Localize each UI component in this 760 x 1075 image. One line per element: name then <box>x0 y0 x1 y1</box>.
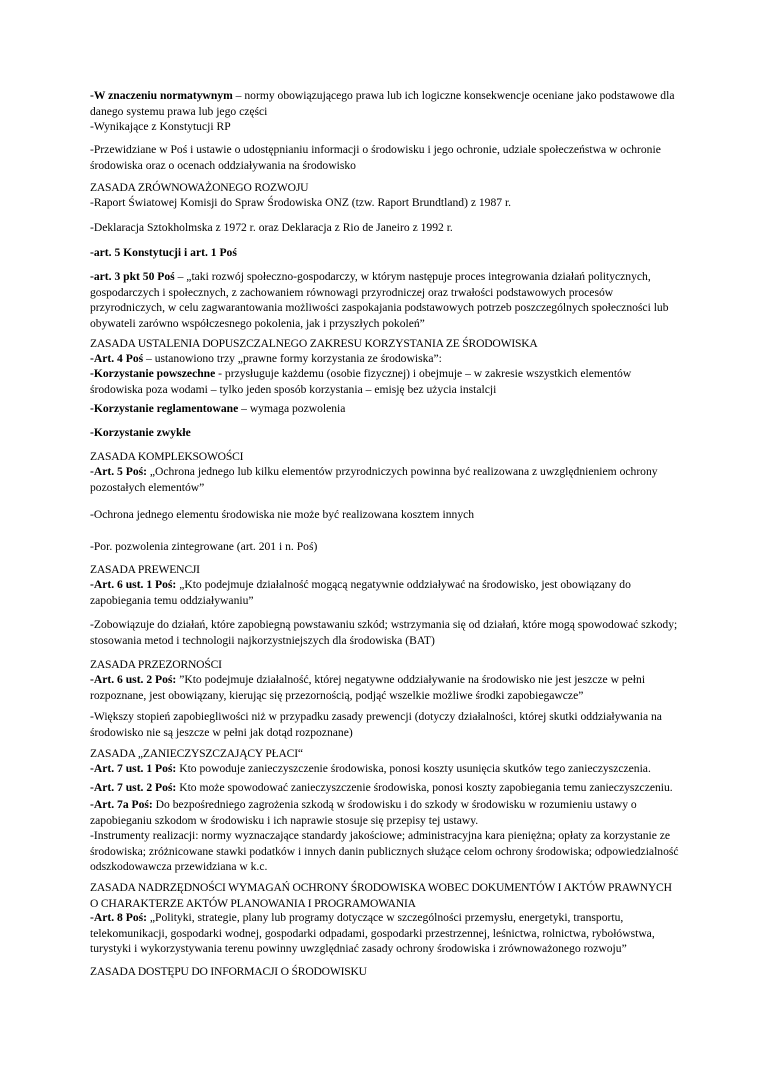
precaution-note: -Większy stopień zapobiegliwości niż w przypadku zasady prewencji (dotyczy działalności, której skutki oddziaływania na środowisko nie są jeszcze w pełni jak dotąd rozpoznane) <box>90 710 662 739</box>
complexity-heading: ZASADA KOMPLEKSOWOŚCI <box>90 450 244 463</box>
art5-pos-lead: -Art. 5 Poś: <box>90 465 147 478</box>
declaration-line: -Deklaracja Sztokholmska z 1972 r. oraz Deklaracja z Rio de Janeiro z 1992 r. <box>90 221 453 234</box>
art4-line <box>90 351 682 367</box>
polluter-pays-heading: ZASADA „ZANIECZYSZCZAJĄCY PŁACI“ <box>90 747 303 760</box>
art7-1-text: Kto powoduje zanieczyszczenie środowiska, ponosi koszty usunięcia skutków tego zanieczyszczenia. <box>176 762 651 775</box>
constitution-line: -Wynikające z Konstytucji RP <box>90 120 231 134</box>
prevention-obligations: -Zobowiązuje do działań, które zapobiegną powstawaniu szkód; wstrzymania się od działań, które mogą spowodować szkody; stosowania metod i technologii najkorzystniejszych dla środowiska (BAT) <box>90 618 678 647</box>
brundtland-line: -Raport Światowej Komisji do Spraw Środowiska ONZ (tzw. Raport Brundtland) z 1987 r. <box>90 196 512 209</box>
art6-2-text: ”Kto podejmuje działalność, której negatywne oddziaływanie na środowisko nie jest jeszcze w pełni rozpoznane, jest obowiązany, kierując się przezornością, podjąć wszelkie możliwe środki zapobiegawcze” <box>90 673 646 702</box>
art7a-paragraph <box>90 797 682 828</box>
sustainable-development-heading: ZASADA ZRÓWNOWAŻONEGO ROZWOJU <box>90 181 309 194</box>
common-use-paragraph <box>90 366 682 397</box>
art6-1-paragraph <box>90 577 682 608</box>
art7a-lead: -Art. 7a Poś: <box>90 798 153 811</box>
art3-paragraph <box>90 269 682 331</box>
art7a-text: Do bezpośredniego zagrożenia szkodą w środowisku i do szkody w środowisku w rozumieniu ustawy o zapobieganiu szkodom w środowisku i ich naprawie stosuje się przepisy tej ustawy. <box>90 798 637 827</box>
art7-2-lead: -Art. 7 ust. 2 Poś: <box>90 781 177 794</box>
art4-text: – ustanowiono trzy „prawne formy korzystania ze środowiska”: <box>143 352 442 365</box>
art8-paragraph <box>90 910 682 957</box>
art3-text: – „taki rozwój społeczno-gospodarczy, w którym następuje proces integrowania działań politycznych, gospodarczych i społecznych, z zachowaniem równowagi przyrodniczej oraz trwałości podstawowych procesów przyrodniczych, w celu zagwarantowania możliwości zaspokajania podstawowych potrzeb poszczególnych społeczności lub obywateli zarówno współczesnego pokolenia, jak i przyszłych pokoleń” <box>90 270 669 330</box>
integrated-permits-line: -Por. pozwolenia zintegrowane (art. 201 i n. Poś) <box>90 540 318 553</box>
art6-1-text: „Kto podejmuje działalność mogącą negatywnie oddziaływać na środowisko, jest obowiązany do zapobiegania temu oddziaływaniu” <box>90 578 631 607</box>
regulated-use-line <box>90 401 682 417</box>
art5-pos-paragraph <box>90 464 682 495</box>
normative-lead: -W znaczeniu normatywnym <box>90 89 233 102</box>
regulated-use-text: – wymaga pozwolenia <box>238 402 346 415</box>
art7-1-line <box>90 761 682 777</box>
ordinary-use-lead: -Korzystanie zwykłe <box>90 426 191 439</box>
normative-text: – normy obowiązującego prawa lub ich logiczne konsekwencje oceniane jako podstawowe dla danego systemu prawa lub jego części <box>90 89 675 118</box>
art7-2-text: Kto może spowodować zanieczyszczenie środowiska, ponosi koszty zapobiegania temu zanieczyszczeniu. <box>176 781 673 794</box>
art8-lead: -Art. 8 Poś: <box>90 911 147 924</box>
art5-constitution-bold: -art. 5 Konstytucji i art. 1 Poś <box>90 246 237 259</box>
art5-constitution-line <box>90 245 682 261</box>
supremacy-heading: ZASADA NADRZĘDNOŚCI WYMAGAŃ OCHRONY ŚRODOWISKA WOBEC DOKUMENTÓW I AKTÓW PRAWNYCH O CHARAKTERZE AKTÓW PLANOWANIA I PROGRAMOWANIA <box>90 881 672 910</box>
art7-1-lead: -Art. 7 ust. 1 Poś: <box>90 762 177 775</box>
instruments-paragraph: -Instrumenty realizacji: normy wyznaczające standardy jakościowe; administracyjna kara pieniężna; opłaty za korzystanie ze środowiska; zróżnicowane stawki podatków i innych danin publicznych służące celom ochrony środowiska; odpowiedzialność odszkodowawcza przewidziana w k.c. <box>90 829 679 874</box>
art6-2-lead: -Art. 6 ust. 2 Poś: <box>90 673 177 686</box>
regulated-use-lead: -Korzystanie reglamentowane <box>90 402 239 415</box>
prevention-heading: ZASADA PREWENCJI <box>90 563 200 576</box>
art6-2-paragraph <box>90 672 682 703</box>
art8-text: „Polityki, strategie, plany lub programy dotyczące w szczególności przemysłu, energetyki, transportu, telekomunikacji, gospodarki wodnej, gospodarki odpadami, gospodarki przestrzennej, leśnictwa, rolnictwa, rybołówstwa, turystyki i wykorzystywania terenu powinny uwzględniać zasady ochrony środowiska i zrównoważonego rozwoju” <box>90 911 655 956</box>
single-element-line: -Ochrona jednego elementu środowiska nie może być realizowana kosztem innych <box>90 508 475 521</box>
permissible-use-heading: ZASADA USTALENIA DOPUSZCZALNEGO ZAKRESU KORZYSTANIA ZE ŚRODOWISKA <box>90 337 538 350</box>
normative-paragraph <box>90 88 682 135</box>
information-access-heading: ZASADA DOSTĘPU DO INFORMACJI O ŚRODOWISKU <box>90 965 367 978</box>
ordinary-use-line <box>90 425 682 441</box>
precaution-heading: ZASADA PRZEZORNOŚCI <box>90 658 222 671</box>
common-use-text: - przysługuje każdemu (osobie fizycznej) i obejmuje – w zakresie wszystkich elementów środowiska poza wodami – tylko jeden sposób korzystania – emisję bez użycia instalcji <box>90 367 632 396</box>
art5-pos-text: „Ochrona jednego lub kilku elementów przyrodniczych powinna być realizowana z uwzględnieniem ochrony pozostałych elementów” <box>90 465 658 494</box>
art3-lead: -art. 3 pkt 50 Poś <box>90 270 175 283</box>
pos-paragraph: -Przewidziane w Poś i ustawie o udostępnianiu informacji o środowisku i jego ochronie, udziale społeczeństwa w ochronie środowiska oraz o ocenach oddziaływania na środowisko <box>90 143 661 172</box>
art6-1-lead: -Art. 6 ust. 1 Poś: <box>90 578 177 591</box>
art4-lead: -Art. 4 Poś <box>90 352 144 365</box>
common-use-lead: -Korzystanie powszechne <box>90 367 216 380</box>
art7-2-line <box>90 780 682 796</box>
